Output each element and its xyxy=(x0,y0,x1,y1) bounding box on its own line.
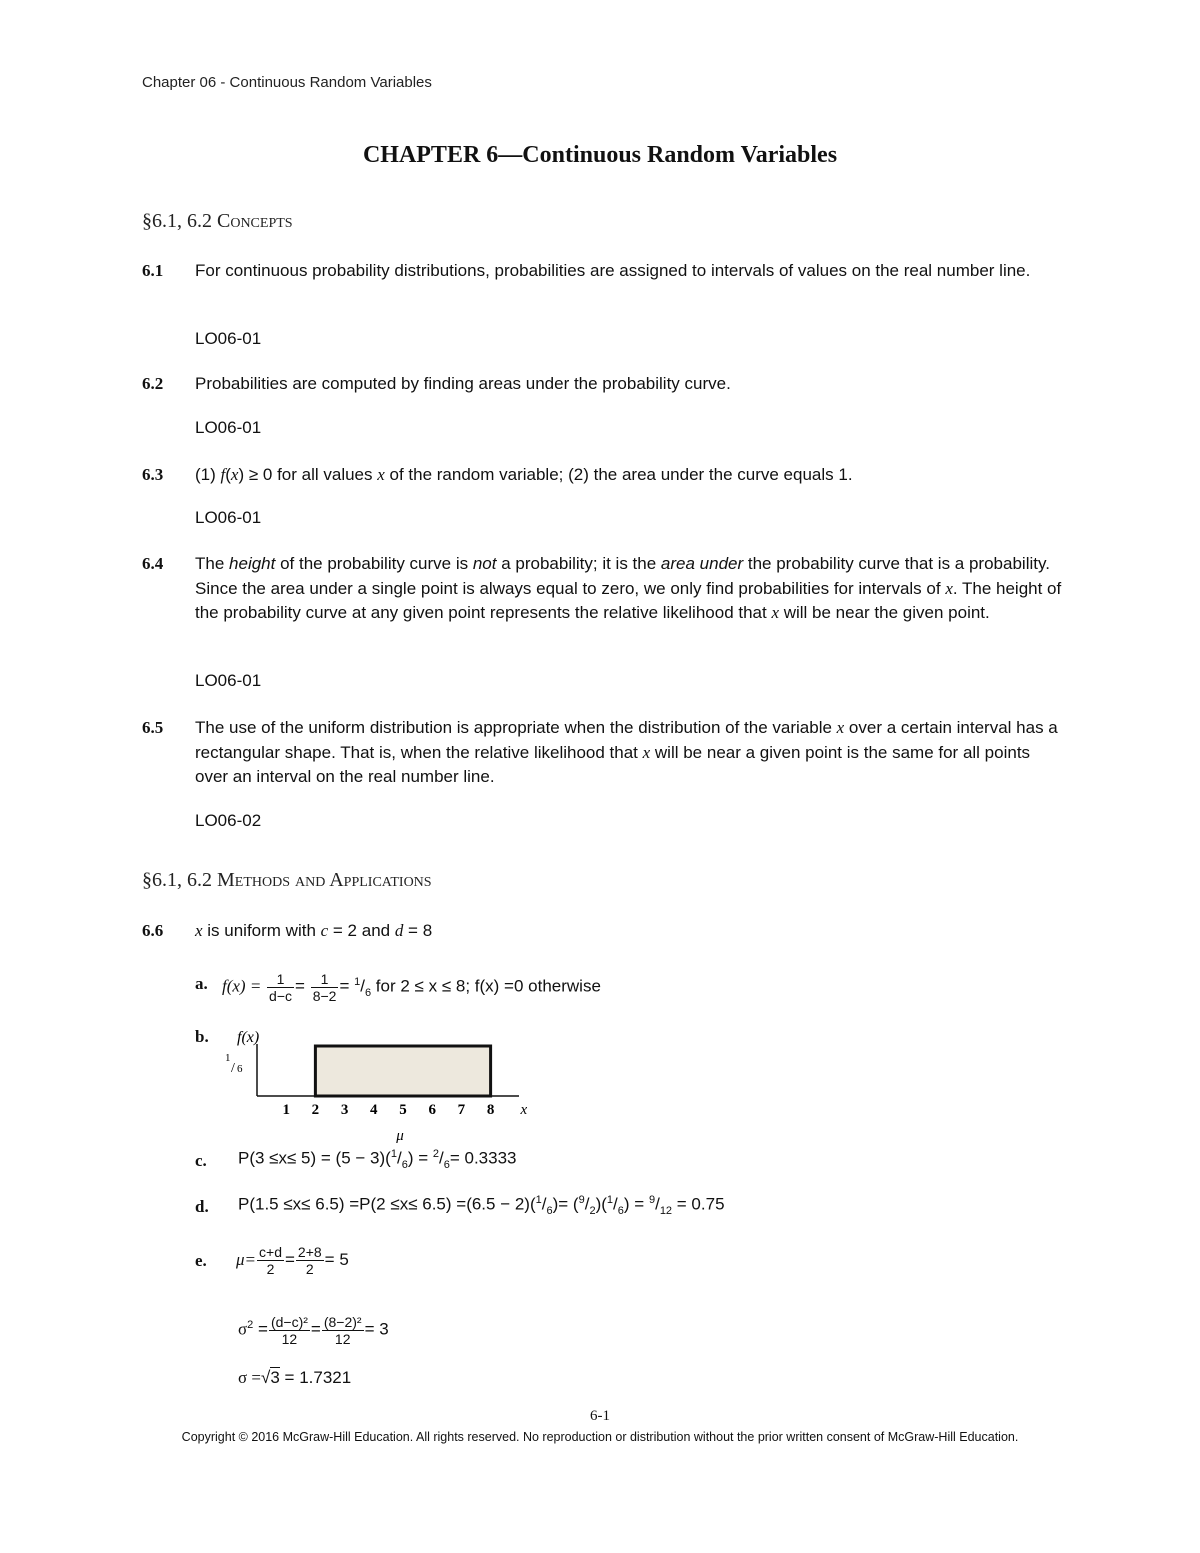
question-text-6-5: The use of the uniform distribution is appropriate when the distribution of the variable x over a certain interval has a rectangular shape. That is, when the relative likelihood that x will be near a given point is the same for all points over an interval on the real number line. xyxy=(195,718,1058,786)
copyright-notice: Copyright © 2016 McGraw-Hill Education. All rights reserved. No reproduction or distribution without the prior written consent of McGraw-Hill Education. xyxy=(181,1430,1019,1444)
learning-objective-6-1: LO06-01 xyxy=(195,329,262,348)
part-c-expression: $P(3 \le x\le 5) = (5 - 3)(^1/_6) = ^2/_6= 0.3333$ xyxy=(238,1148,517,1172)
x-tick-7: 7 xyxy=(457,1102,466,1118)
x-tick-1: 1 xyxy=(282,1102,290,1118)
x-tick-2: 2 xyxy=(311,1102,320,1118)
chapter-title: CHAPTER 6—Continuous Random Variables xyxy=(362,142,838,168)
part-d-expression: $P(1.5 \le x\le 6.5) =P(2 \le x\le 6.5) =(6.5 - 2)(^1/_6)= (^9/_2)(^1/_6) = ^9/_{12} = 0.75$ xyxy=(238,1194,725,1218)
learning-objective-6-3: LO06-01 xyxy=(195,508,262,527)
concepts-heading-label: Concepts xyxy=(217,210,293,232)
part-c-label: c. xyxy=(195,1151,207,1170)
part-e-std-expression: σ =√3 = 1.7321 xyxy=(238,1368,352,1387)
part-a-label: a. xyxy=(195,974,208,993)
learning-objective-6-5: LO06-02 xyxy=(195,811,262,830)
part-e-mean-expression: μ= $\frac{c+d}{2}$ = $\frac{2+8}{2}$ = 5 xyxy=(236,1244,349,1278)
mean-label: μ xyxy=(396,1128,404,1144)
question-number-6-6: 6.6 xyxy=(142,921,164,940)
fraction-c-plus-d-over-2: $\frac{c+d}{2}$ xyxy=(259,1244,282,1278)
part-b-label: b. xyxy=(195,1027,209,1046)
x-tick-4: 4 xyxy=(370,1102,378,1118)
part-a-expression: f(x) = $\frac{1}{d-c}$ = $\frac{1}{8-2}$ = $^1/_6$ for 2 ≤ x ≤ 8; f(x) =0 otherwise xyxy=(222,970,601,1004)
question-text-6-4: The height of the probability curve is not a probability; it is the area under the probability curve that is a probability. Since the area under a single point is always equal to zero, we only find probabilities for intervals of x. The height of the probability curve at any given point represents the relative likelihood that x will be near the given point. xyxy=(195,554,1062,622)
x-tick-6: 6 xyxy=(428,1102,436,1118)
x-tick-labels xyxy=(282,1102,494,1118)
x-tick-5: 5 xyxy=(399,1102,407,1118)
concepts-heading-prefix: §6.1, 6.2 xyxy=(142,210,217,232)
question-number-6-4: 6.4 xyxy=(142,554,164,573)
methods-heading-label: Methods and Applications xyxy=(217,869,432,891)
learning-objective-6-2: LO06-01 xyxy=(195,418,262,437)
y-tick-label-sup: 1 xyxy=(225,1052,231,1064)
methods-heading xyxy=(142,869,432,892)
running-header: Chapter 06 - Continuous Random Variables xyxy=(142,74,432,91)
question-text-6-6: x is uniform with c = 2 and d = 8 xyxy=(195,921,433,940)
methods-heading-prefix: §6.1, 6.2 xyxy=(142,869,217,891)
part-e-variance-expression: $\sigma^2$ = $\frac{\text{(d−c)²}}{12}$ = $\frac{\text{(8−2)²}}{12}$ = 3 xyxy=(238,1313,389,1347)
question-text-6-3: (1) f(x) ≥ 0 for all values x of the random variable; (2) the area under the curve equals 1. xyxy=(195,465,853,484)
page-number: 6-1 xyxy=(590,1408,610,1424)
part-e-label: e. xyxy=(195,1251,207,1270)
question-number-6-3: 6.3 xyxy=(142,465,164,484)
question-text-6-1: For continuous probability distributions, probabilities are assigned to intervals of values on the real number line. xyxy=(195,261,1031,280)
uniform-density-region xyxy=(315,1046,490,1096)
fraction-2-plus-8-over-2: $\frac{2+8}{2}$ xyxy=(297,1244,322,1278)
concepts-heading xyxy=(142,210,293,233)
y-tick-label-slash: / xyxy=(231,1061,235,1076)
x-axis-label: x xyxy=(520,1102,528,1118)
uniform-density-chart xyxy=(215,1020,555,1150)
question-number-6-5: 6.5 xyxy=(142,718,164,737)
question-number-6-2: 6.2 xyxy=(142,374,164,393)
fraction-1-over-8-minus-2: $\frac{1}{8-2}$ xyxy=(312,970,337,1004)
part-d-label: d. xyxy=(195,1197,209,1216)
y-axis-label: f(x) xyxy=(237,1029,260,1046)
question-text-6-2: Probabilities are computed by finding areas under the probability curve. xyxy=(195,374,731,393)
x-tick-3: 3 xyxy=(340,1102,349,1118)
x-tick-8: 8 xyxy=(486,1102,495,1118)
fraction-d-minus-c-squared-over-12: $\frac{\text{(d−c)²}}{12}$ xyxy=(270,1313,308,1347)
question-number-6-1: 6.1 xyxy=(142,261,164,280)
learning-objective-6-4: LO06-01 xyxy=(195,671,262,690)
y-tick-label-sub: 6 xyxy=(237,1063,243,1075)
fraction-8-minus-2-squared-over-12: $\frac{\text{(8−2)²}}{12}$ xyxy=(323,1313,362,1347)
fraction-1-over-d-minus-c: $\frac{1}{d-c}$ xyxy=(269,970,293,1004)
